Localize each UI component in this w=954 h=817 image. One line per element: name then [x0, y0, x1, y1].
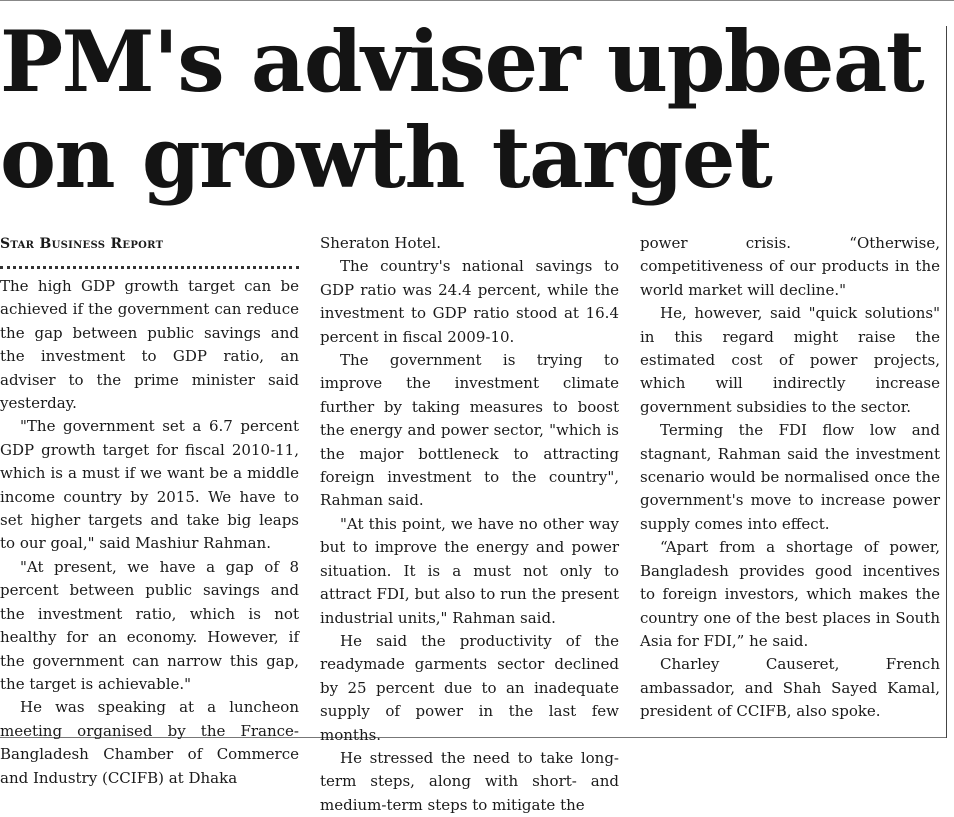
article-column-3 — [640, 232, 940, 732]
paragraph: He, however, said "quick solutions" in this regard might raise the estimated cost of power projects, which will indirectly increase government subsidies to the sector. — [640, 304, 940, 416]
paragraph: "The government set a 6.7 percent GDP growth target for fiscal 2010-11, which is a must if we want be a middle income country by 2015. We have to set higher targets and take big leaps to our goal," said Mashiur Rahman. — [0, 417, 299, 553]
article-column-1 — [0, 232, 299, 787]
paragraph: He was speaking at a luncheon meeting organised by the France-Bangladesh Chamber of Commerce and Industry (CCIFB) at Dhaka — [0, 698, 299, 787]
article-column-2 — [320, 232, 619, 814]
paragraph: The country's national savings to GDP ratio was 24.4 percent, while the investment to GDP ratio stood at 16.4 percent in fiscal 2009-10. — [320, 257, 619, 346]
top-rule — [0, 0, 954, 1]
paragraph: “Apart from a shortage of power, Bangladesh provides good incentives to foreign investors, which makes the country one of the best places in South Asia for FDI,” he said. — [640, 538, 940, 650]
paragraph: Terming the FDI flow low and stagnant, Rahman said the investment scenario would be normalised once the government's move to increase power supply comes into effect. — [640, 421, 940, 533]
paragraph: Charley Causeret, French ambassador, and Shah Sayed Kamal, president of CCIFB, also spoke. — [640, 655, 940, 721]
paragraph: power crisis. “Otherwise, competitiveness of our products in the world market will decline." — [640, 234, 940, 299]
paragraph: He stressed the need to take long-term steps, along with short- and medium-term steps to mitigate the — [320, 748, 619, 814]
paragraph: "At this point, we have no other way but to improve the energy and power situation. It is a must not only to attract FDI, but also to run the present industrial units," Rahman said. — [320, 514, 619, 627]
paragraph: He said the productivity of the readymade garments sector declined by 25 percent due to an inadequate supply of power in the last few months. — [320, 631, 619, 744]
right-column-rule — [946, 26, 947, 738]
byline: Star Business Report — [0, 236, 164, 252]
byline-dotted-rule — [0, 260, 299, 269]
paragraph: Sheraton Hotel. — [320, 234, 441, 252]
headline: PM's adviser upbeat on growth target — [0, 12, 924, 207]
paragraph: The government is trying to improve the investment climate further by taking measures to boost the energy and power sector, "which is the major bottleneck to attracting foreign investment to the country", Rahman said. — [320, 351, 619, 510]
paragraph: "At present, we have a gap of 8 percent between public savings and the investment ratio, which is not healthy for an economy. However, if the government can narrow this gap, the target is achievable." — [0, 557, 299, 693]
paragraph: The high GDP growth target can be achieved if the government can reduce the gap between public savings and the investment to GDP ratio, an adviser to the prime minister said yesterday. — [0, 277, 299, 413]
